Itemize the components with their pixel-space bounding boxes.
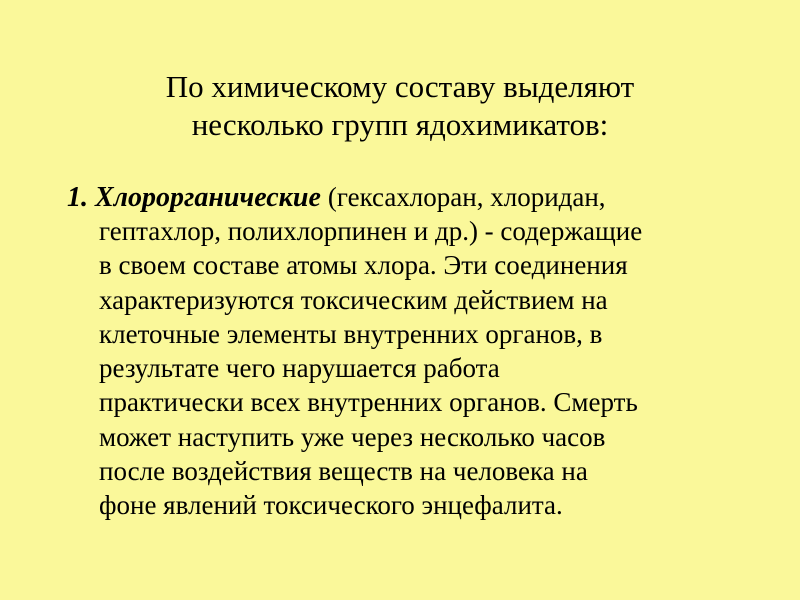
item-number: 1. [67, 182, 88, 213]
body-line-6: практически всех внутренних органов. Смерть [99, 387, 638, 418]
slide-title [100, 68, 700, 144]
body-line-1: гептахлор, полихлорпинен и др.) - содержащие [99, 216, 643, 246]
item-term: Хлорорганические [95, 182, 321, 213]
body-line-4: клеточные элементы внутренних органов, в [99, 318, 603, 349]
item-description [99, 214, 642, 523]
title-line-1: По химическому составу выделяют [165, 69, 635, 104]
body-line-9: фоне явлений токсического энцефалита. [99, 490, 563, 521]
item-first-line [67, 178, 606, 217]
body-line-5: результате чего нарушается работа [99, 353, 500, 384]
body-line-2: в своем составе атомы хлора. Эти соединения [99, 250, 628, 281]
body-line-3: характеризуются токсическим действием на [99, 284, 608, 315]
body-line-8: после воздействия веществ на человека на [99, 456, 588, 487]
item-first-text: (гексахлоран, хлоридан, [327, 182, 606, 212]
title-line-2: несколько групп ядохимикатов: [191, 107, 609, 142]
body-line-7: может наступить уже через несколько часов [99, 421, 606, 452]
